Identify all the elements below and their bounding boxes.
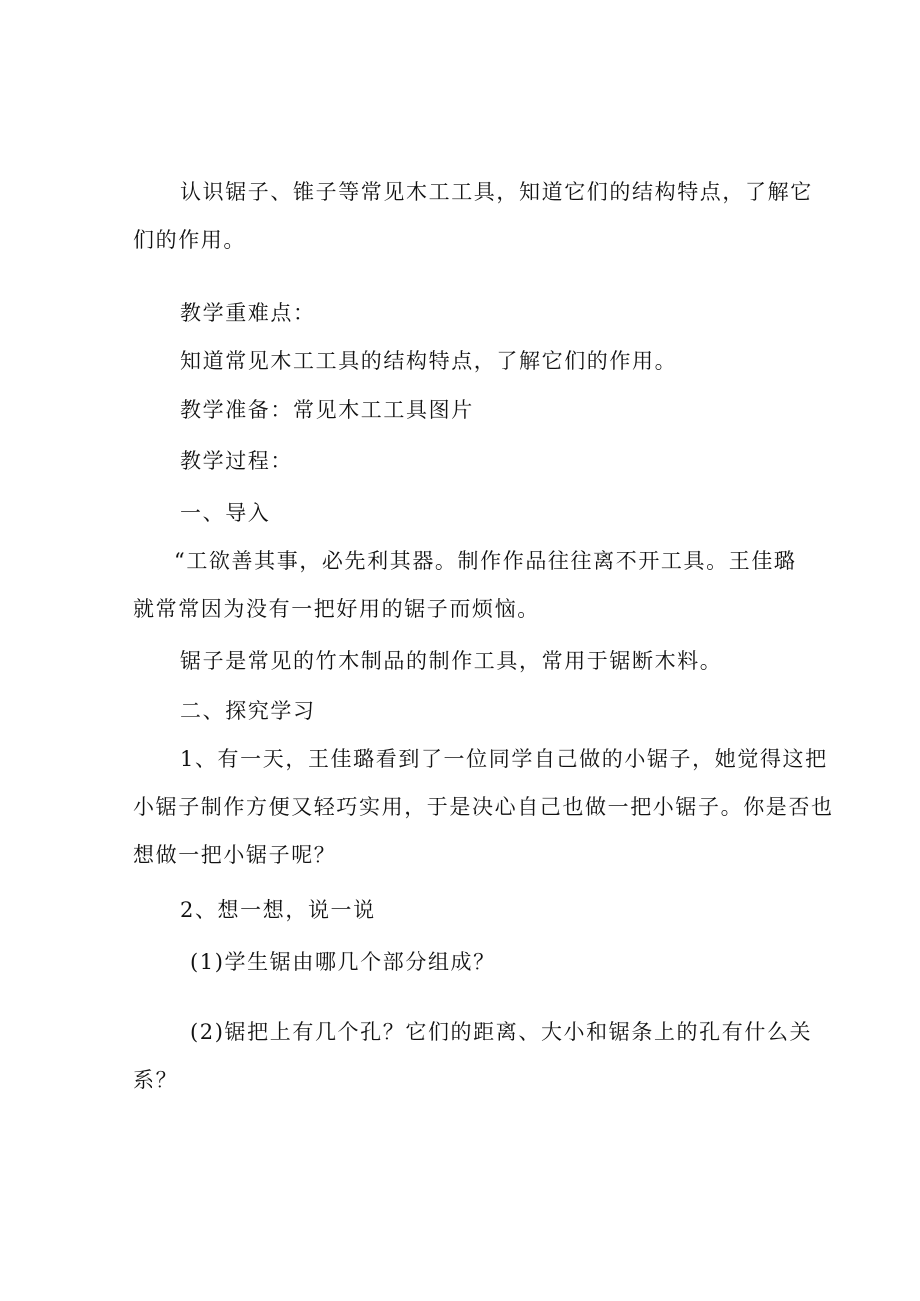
text-line: 教学重难点：	[180, 301, 316, 325]
text-line: 二、探究学习	[180, 699, 316, 723]
objective-paragraph	[133, 168, 813, 264]
key-points-text	[180, 337, 677, 385]
intro-quote-paragraph	[133, 537, 797, 633]
text-line: 们的作用。	[133, 228, 246, 252]
process-heading	[180, 437, 293, 485]
key-points-heading	[180, 289, 316, 337]
text-line: 1、有一天，王佳璐看到了一位同学自己做的小锯子，她觉得这把	[180, 747, 828, 771]
preparation-paragraph	[180, 386, 474, 434]
text-line: 2、想一想，说一说	[180, 898, 376, 922]
text-line: 想做一把小锯子呢？	[133, 843, 337, 867]
question-2-paragraph	[133, 1008, 813, 1104]
text-line: (1)学生锯由哪几个部分组成？	[190, 950, 496, 974]
text-line: 一、导入	[180, 501, 271, 525]
question-1-paragraph	[190, 938, 496, 986]
text-line: 认识锯子、锥子等常见木工工具，知道它们的结构特点，了解它	[180, 180, 813, 204]
text-line: 系？	[133, 1068, 179, 1092]
text-line: 小锯子制作方便又轻巧实用，于是决心自己也做一把小锯子。你是否也	[133, 795, 834, 819]
text-line: 锯子是常见的竹木制品的制作工具，常用于锯断木料。	[180, 649, 723, 673]
section-two-heading	[180, 687, 316, 735]
text-line: “工欲善其事，必先利其器。制作作品往往离不开工具。王佳璐	[174, 549, 797, 573]
text-line: 教学准备：常见木工工具图片	[180, 398, 474, 422]
item-2-paragraph	[180, 886, 376, 934]
text-line: (2)锯把上有几个孔？它们的距离、大小和锯条上的孔有什么关	[190, 1020, 813, 1044]
text-line: 就常常因为没有一把好用的锯子而烦恼。	[133, 597, 540, 621]
item-1-paragraph	[133, 735, 834, 879]
text-line: 教学过程：	[180, 449, 293, 473]
section-one-heading	[180, 489, 270, 537]
saw-description-paragraph	[180, 637, 722, 685]
text-line: 知道常见木工工具的结构特点，了解它们的作用。	[180, 349, 678, 373]
